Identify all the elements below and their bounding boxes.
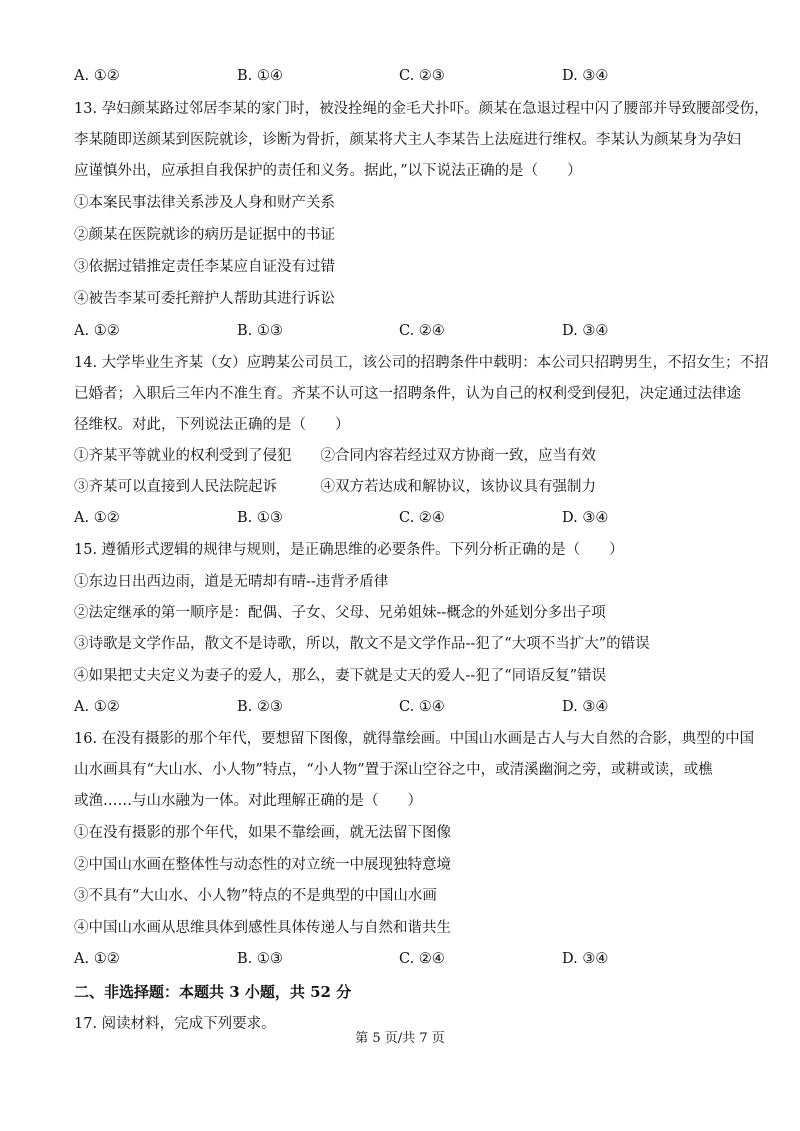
q16-option-4: ④中国山水画从思维具体到感性具体传递人与自然和谐共生	[74, 920, 451, 936]
q15-choices	[74, 697, 694, 717]
page-footer: 第 5 页/共 7 页	[355, 1031, 445, 1046]
q16-stem-line-3: 或渔……与山水融为一体。对此理解正确的是（ ）	[74, 793, 422, 809]
q14-stem-line-2: 已婚者；入职后三年内不准生育。齐某不认可这一招聘条件，认为自己的权利受到侵犯，决定通过法律途	[74, 386, 741, 402]
q12-choice-c: C. ②③	[399, 68, 445, 84]
q16-choice-b: B. ①③	[237, 951, 283, 967]
q14-choices	[74, 508, 694, 528]
q13-option-4: ④被告李某可委托辩护人帮助其进行诉讼	[74, 291, 335, 307]
q14-choice-b: B. ①③	[237, 510, 283, 526]
q13-choices	[74, 321, 694, 341]
q13-stem-line-3: 应谨慎外出，应承担自我保护的责任和义务。据此，”以下说法正确的是（ ）	[74, 163, 582, 179]
q16-stem-line-1: 16. 在没有摄影的那个年代，要想留下图像，就得靠绘画。中国山水画是古人与大自然的合影，典型的中国	[74, 731, 755, 747]
q16-choice-d: D. ③④	[562, 951, 609, 967]
q16-option-3: ③不具有“大山水、小人物”特点的不是典型的中国山水画	[74, 888, 437, 904]
q16-choices	[74, 949, 694, 969]
q15-option-2: ②法定继承的第一顺序是：配偶、子女、父母、兄弟姐妹--概念的外延划分多出子项	[74, 605, 606, 621]
q15-choice-b: B. ②③	[237, 699, 283, 715]
q17-stem-line-1: 17. 阅读材料，完成下列要求。	[74, 1016, 276, 1032]
q16-option-2: ②中国山水画在整体性与动态性的对立统一中展现独特意境	[74, 857, 451, 873]
q13-choice-b: B. ①③	[237, 323, 283, 339]
q13-choice-a: A. ①②	[74, 323, 120, 339]
q15-choice-d: D. ③④	[562, 699, 609, 715]
q16-stem-line-2: 山水画具有“大山水、小人物”特点，“小人物”置于深山空谷之中，或清溪幽涧之旁，或耕或读，或樵	[74, 762, 713, 778]
q15-option-1: ①东边日出西边雨，道是无晴却有晴--违背矛盾律	[74, 574, 389, 590]
q14-stem-line-3: 径维权。对此，下列说法正确的是（ ）	[74, 417, 350, 433]
q16-choice-a: A. ①②	[74, 951, 120, 967]
q12-choice-d: D. ③④	[562, 68, 609, 84]
q14-choice-d: D. ③④	[562, 510, 609, 526]
q15-option-3: ③诗歌是文学作品，散文不是诗歌，所以，散文不是文学作品--犯了“大项不当扩大”的错误	[74, 636, 650, 652]
q13-choice-c: C. ②④	[399, 323, 445, 339]
section-heading-non-choice: 二、非选择题：本题共 3 小题，共 52 分	[74, 983, 352, 1001]
q14-choice-a: A. ①②	[74, 510, 120, 526]
q15-option-4: ④如果把丈夫定义为妻子的爱人，那么，妻下就是丈天的爱人--犯了“同语反复”错误	[74, 668, 607, 684]
q14-stem-line-1: 14. 大学毕业生齐某（女）应聘某公司员工，该公司的招聘条件中载明：本公司只招聘男生，不招女生；不招	[74, 355, 769, 371]
q14-option-row-2: ③齐某可以直接到人民法院起诉 ④双方若达成和解协议，该协议具有强制力	[74, 479, 596, 495]
q14-option-row-1: ①齐某平等就业的权利受到了侵犯 ②合同内容若经过双方协商一致，应当有效	[74, 448, 596, 464]
q13-option-3: ③依据过错推定责任李某应自证没有过错	[74, 259, 335, 275]
q12-choice-b: B. ①④	[237, 68, 283, 84]
q15-stem-line-1: 15. 遵循形式逻辑的规律与规则，是正确思维的必要条件。下列分析正确的是（ ）	[74, 542, 624, 558]
q15-choice-a: A. ①②	[74, 699, 120, 715]
q13-stem-line-1: 13. 孕妇颜某路过邻居李某的家门时，被没拴绳的金毛犬扑吓。颜某在急退过程中闪了腰部并导致腰部受伤，	[74, 101, 769, 117]
q13-choice-d: D. ③④	[562, 323, 609, 339]
q16-option-1: ①在没有摄影的那个年代，如果不靠绘画，就无法留下图像	[74, 825, 451, 841]
q16-choice-c: C. ②④	[399, 951, 445, 967]
q12-choices	[74, 66, 694, 86]
q14-choice-c: C. ②④	[399, 510, 445, 526]
q13-option-2: ②颜某在医院就诊的病历是证据中的书证	[74, 227, 335, 243]
q12-choice-a: A. ①②	[74, 68, 120, 84]
q13-option-1: ①本案民事法律关系涉及人身和财产关系	[74, 195, 335, 211]
q15-choice-c: C. ①④	[399, 699, 445, 715]
q13-stem-line-2: 李某随即送颜某到医院就诊，诊断为骨折，颜某将犬主人李某告上法庭进行维权。李某认为颜某身为孕妇	[74, 132, 741, 148]
